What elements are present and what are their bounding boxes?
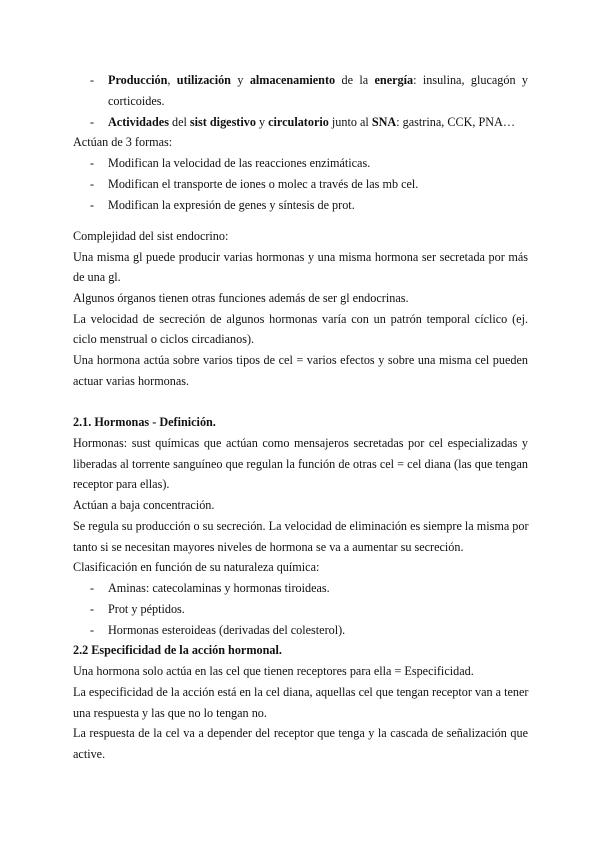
paragraph: liberadas al torrente sanguíneo que regulan la función de otras cel = cel diana (las que tengan — [73, 457, 528, 471]
list-item: Prot y péptidos. — [108, 602, 185, 616]
list-item: Aminas: catecolaminas y hormonas tiroideas. — [108, 581, 330, 595]
list-item: Modifican la velocidad de las reacciones enzimáticas. — [108, 156, 371, 170]
paragraph: active. — [73, 747, 106, 761]
paragraph: Hormonas: sust químicas que actúan como mensajeros secretadas por cel especializadas y — [73, 436, 528, 450]
bullet: - — [90, 602, 95, 616]
bullet: - — [90, 581, 95, 595]
paragraph: La velocidad de secreción de algunos hormonas varía con un patrón temporal cíclico (ej. — [73, 312, 528, 326]
paragraph: Clasificación en función de su naturaleza química: — [73, 560, 320, 574]
section-heading: 2.2 Especificidad de la acción hormonal. — [73, 643, 282, 657]
section-heading: 2.1. Hormonas - Definición. — [73, 415, 216, 429]
list-item: Modifican el transporte de iones o molec a través de las mb cel. — [108, 177, 419, 191]
list-item-continuation: corticoides. — [108, 94, 165, 108]
bullet: - — [90, 177, 95, 191]
paragraph: actuar varias hormonas. — [73, 374, 190, 388]
paragraph: La respuesta de la cel va a depender del receptor que tenga y la cascada de señalización que — [73, 726, 528, 740]
bullet: - — [90, 156, 95, 170]
paragraph: ciclo menstrual o ciclos circadianos). — [73, 332, 255, 346]
bullet: - — [90, 115, 95, 129]
paragraph: Una misma gl puede producir varias hormonas y una misma hormona ser secretada por más — [73, 250, 528, 264]
bullet: - — [90, 623, 95, 637]
list-item: Hormonas esteroideas (derivadas del colesterol). — [108, 623, 346, 637]
paragraph: Una hormona solo actúa en las cel que tienen receptores para ella = Especificidad. — [73, 664, 474, 678]
paragraph: Actúan a baja concentración. — [73, 498, 215, 512]
paragraph: receptor para ellas). — [73, 477, 170, 491]
bullet: - — [90, 198, 95, 212]
list-item: Modifican la expresión de genes y síntesis de prot. — [108, 198, 355, 212]
paragraph-title: Complejidad del sist endocrino: — [73, 229, 229, 243]
paragraph: Una hormona actúa sobre varios tipos de cel = varios efectos y sobre una misma cel pueden — [73, 353, 528, 367]
list-item: Actividades del sist digestivo y circulatorio junto al SNA: gastrina, CCK, PNA… — [108, 115, 516, 129]
paragraph: una respuesta y las que no lo tengan no. — [73, 706, 267, 720]
paragraph: tanto si se necesitan mayores niveles de hormona se va a aumentar su secreción. — [73, 540, 464, 554]
paragraph: La especificidad de la acción está en la cel diana, aquellas cel que tengan receptor van a tener — [73, 685, 529, 699]
paragraph: Se regula su producción o su secreción. La velocidad de eliminación es siempre la misma por — [73, 519, 529, 533]
paragraph: Actúan de 3 formas: — [73, 135, 173, 149]
paragraph: Algunos órganos tienen otras funciones además de ser gl endocrinas. — [73, 291, 409, 305]
paragraph: de una gl. — [73, 270, 121, 284]
list-item: Producción, utilización y almacenamiento de la energía: insulina, glucagón y — [108, 73, 529, 87]
bullet: - — [90, 73, 95, 87]
